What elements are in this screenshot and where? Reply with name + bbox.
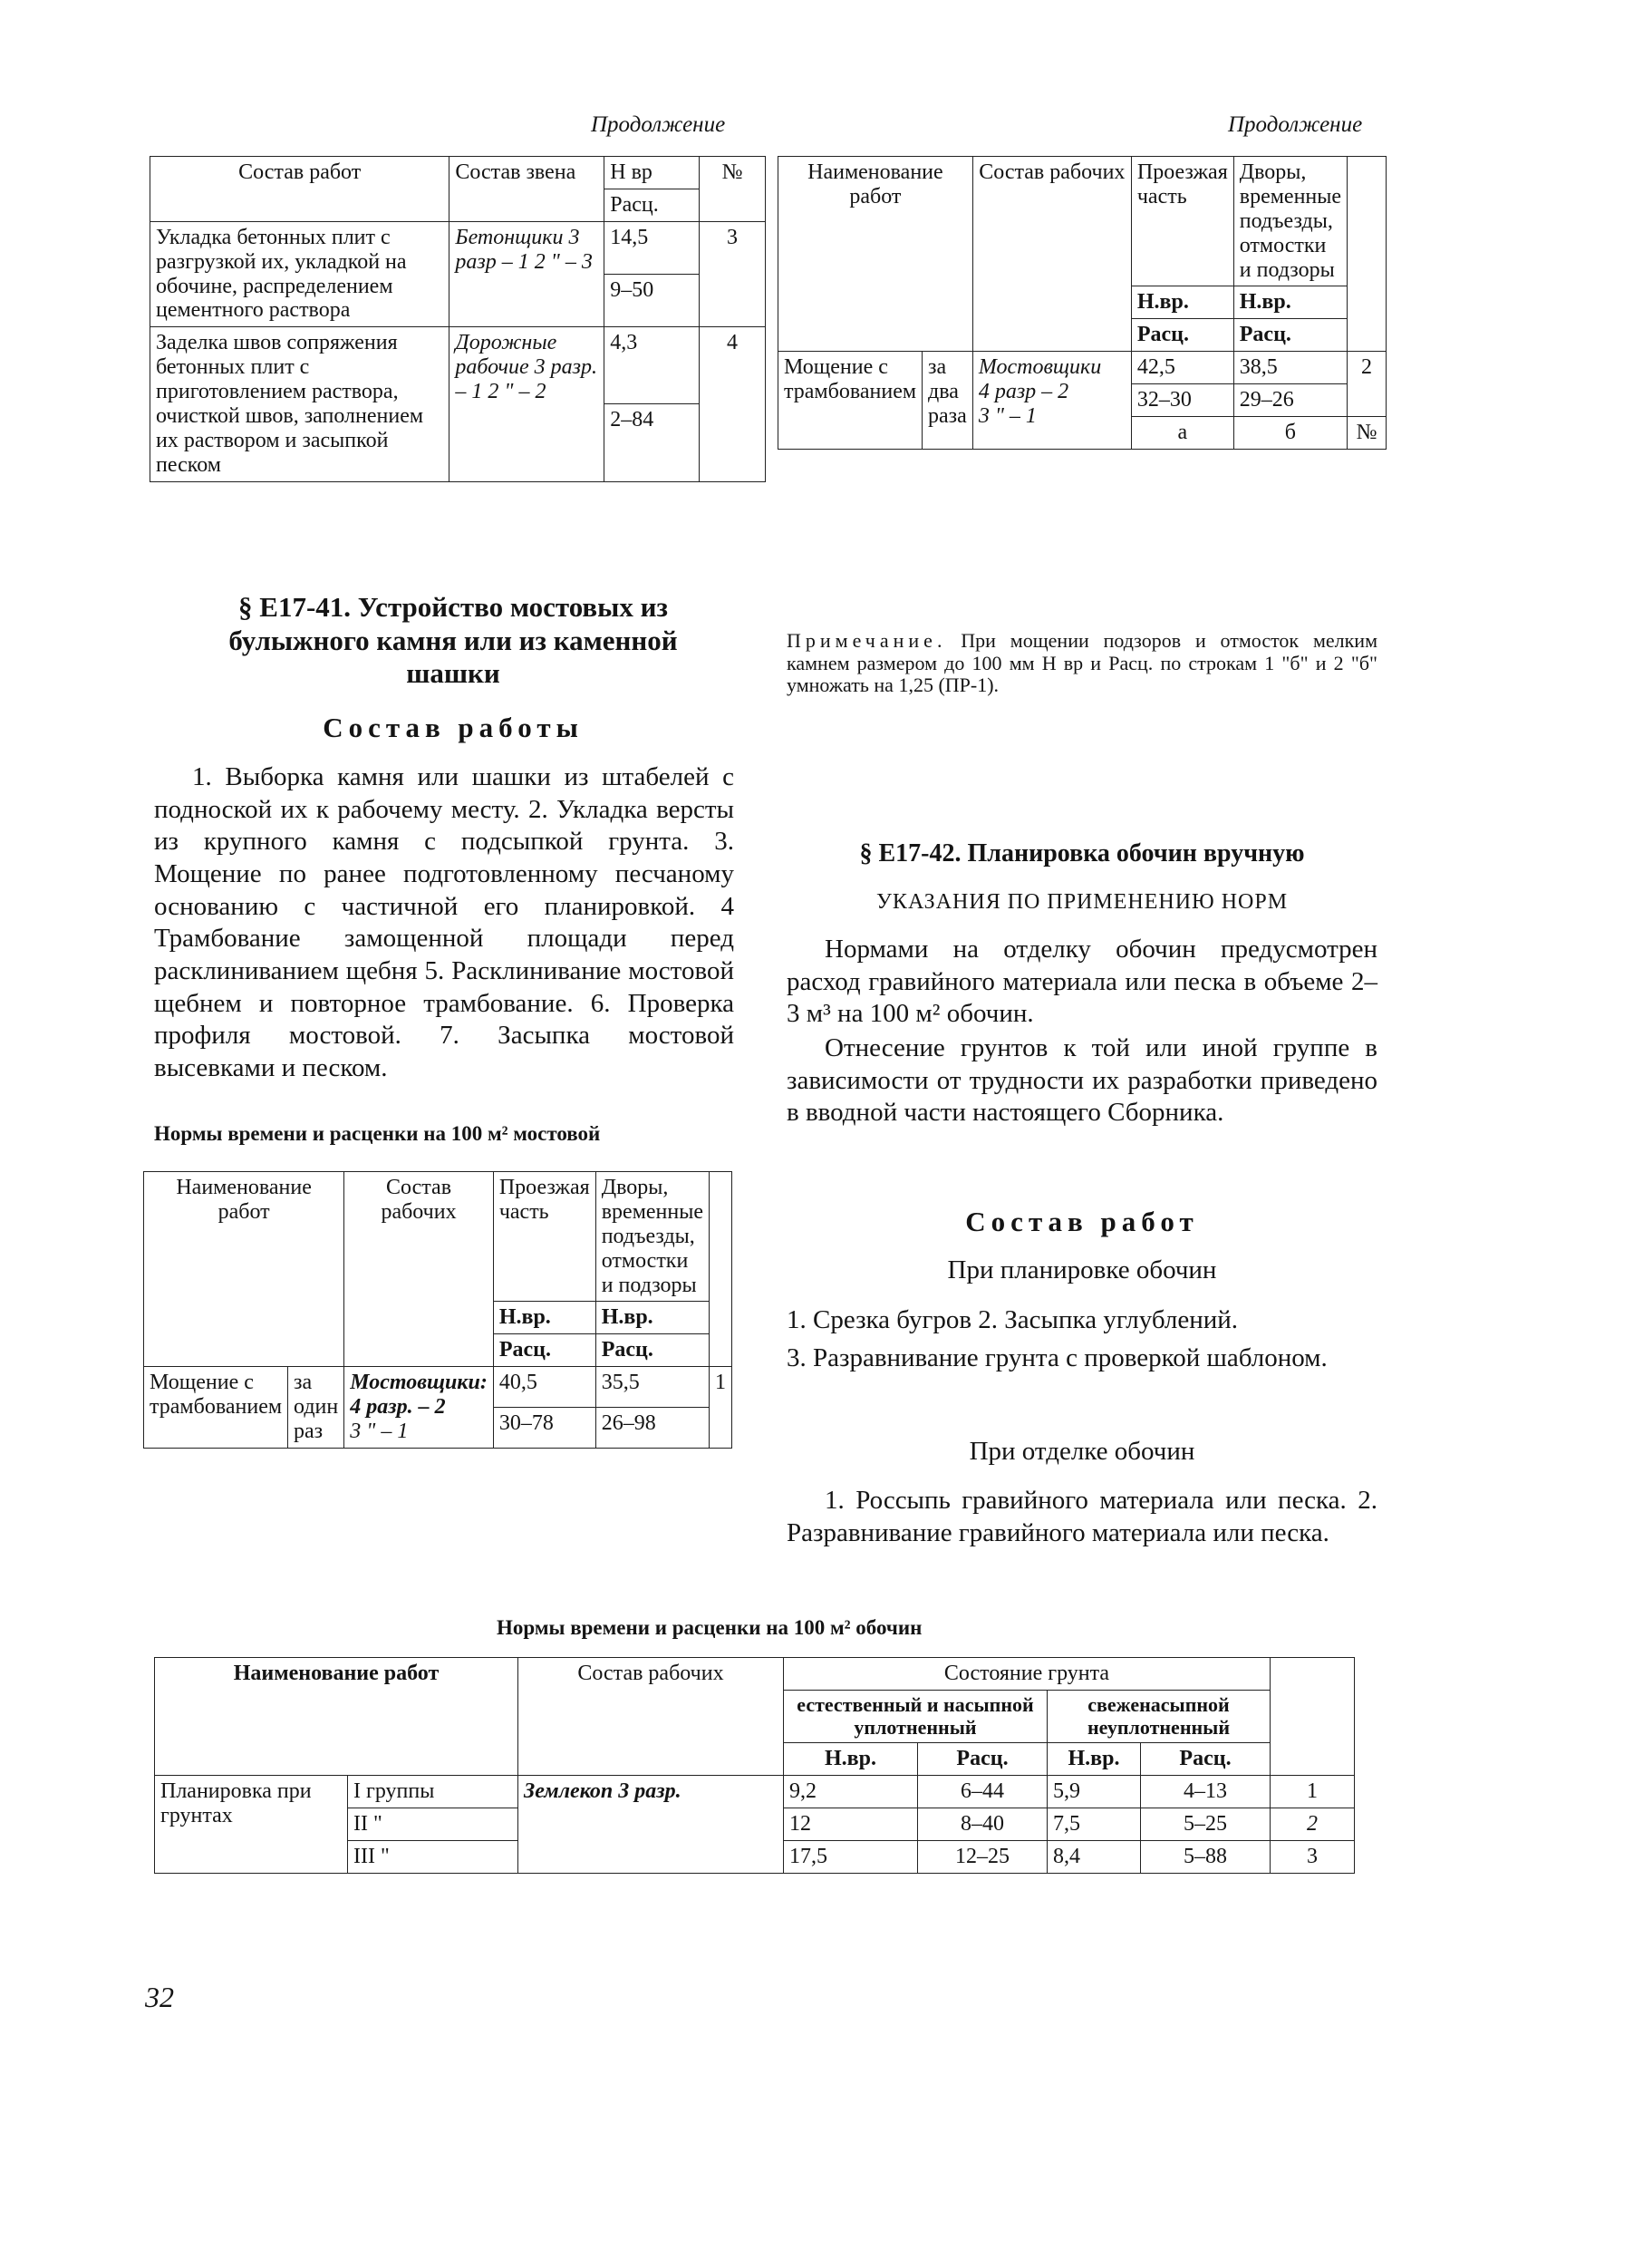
rasc-cell: 12–25 (918, 1840, 1048, 1873)
rasc-cell: 5–25 (1141, 1808, 1271, 1840)
mode-cell: за два раза (923, 352, 973, 450)
table-caption-paving: Нормы времени и расценки на 100 м² мостовой (154, 1122, 601, 1145)
table-row (155, 1776, 1355, 1808)
road-nvr-cell: 42,5 (1131, 352, 1233, 384)
composition-paragraph: 1. Выборка камня или шашки из штабелей с подноской их к рабочему месту. 2. Укладка версты из крупного камня с подсыпкой грунта. 3. Мощение по ранее подготовленному песчаному основанию с частичной его планировкой. 4 Трамбование замощенной площади перед расклиниванием щебня 5. Расклинивание мостовой щебнем и повторное трамбование. 6. Проверка профиля мостовой. 7. Засыпка мостовой высевками и песком. (154, 762, 734, 1082)
guidelines-heading: УКАЗАНИЯ ПО ПРИМЕНЕНИЮ НОРМ (875, 890, 1289, 914)
rasc-cell: 4–13 (1141, 1776, 1271, 1808)
planning-item: 3. Разравнивание грунта с проверкой шаблоном. (787, 1343, 1328, 1372)
header-road-nvr: Н.вр. (1131, 286, 1233, 319)
header-fresh: свеженасыпной неуплотненный (1048, 1690, 1271, 1742)
table-note (787, 630, 1377, 697)
nvr-cell: 12 (784, 1808, 918, 1840)
finishing-item: 1. Россыпь гравийного материала или песка. 2. Разравнивание гравийного материала или песка. (787, 1486, 1377, 1547)
nvr-cell: 5,9 (1048, 1776, 1141, 1808)
group-cell: I группы (348, 1776, 518, 1808)
yards-rasc-cell: 29–26 (1233, 384, 1347, 417)
guidelines-paragraph: Отнесение грунтов к той или иной группе в зависимости от трудности их разработки приведено в вводной части настоящего Сборника. (787, 1032, 1377, 1128)
table-row (144, 1367, 732, 1408)
continued-label-left: Продолжение (591, 112, 726, 137)
header-name: Наименование работ (778, 157, 973, 352)
nvr-cell: 14,5 (604, 221, 700, 274)
composition-text (154, 761, 734, 1087)
rasc-cell: 9–50 (604, 275, 700, 327)
table-row (150, 327, 766, 404)
nvr-cell: 8,4 (1048, 1840, 1141, 1873)
crew-line: 3 " – 1 (350, 1419, 409, 1443)
page-number: 32 (145, 1981, 174, 2013)
num-cell: 1 (1271, 1776, 1355, 1808)
finishing-text (787, 1485, 1377, 1551)
work-cell: Укладка бетонных плит с разгрузкой их, укладкой на обочине, распределением цементного раствора (150, 221, 449, 327)
header-rasc: Расц. (604, 189, 700, 221)
header-nvr: Н вр (604, 157, 700, 189)
crew-cell (344, 1367, 494, 1449)
composition-heading: Состав работы (323, 712, 584, 743)
name-cell: Мощение с трамбованием (778, 352, 923, 450)
work-cell: Заделка швов сопряжения бетонных плит с приготовлением раствора, очисткой швов, заполнением их раствором и засыпкой песком (150, 327, 449, 481)
planning-item: 1. Срезка бугров 2. Засыпка углублений. (787, 1305, 1239, 1334)
subheading-finishing: При отделке обочин (969, 1437, 1195, 1466)
header-natural: естественный и насыпной уплотненный (784, 1690, 1048, 1742)
note-text: При мощении подзоров и отмосток мелким камнем размером до 100 мм Н вр и Расц. по строкам 1 "б" и 2 "б" умножать на 1,25 (ПР-1). (787, 629, 1378, 697)
header-rasc: Расц. (1141, 1743, 1271, 1776)
yards-rasc-cell: 26–98 (595, 1407, 709, 1448)
name-cell: Мощение с трамбованием (144, 1367, 288, 1449)
header-road: Проезжая часть (493, 1172, 595, 1302)
crew-cell: Дорожные рабочие 3 разр. – 1 2 " – 2 (449, 327, 604, 481)
crew-line: 4 разр – 2 (978, 380, 1069, 403)
header-yards-rasc: Расц. (595, 1334, 709, 1367)
rasc-cell: 8–40 (918, 1808, 1048, 1840)
header-crew: Состав рабочих (344, 1172, 494, 1367)
num-cell: 4 (700, 327, 766, 481)
crew-cell: Землекоп 3 разр. (518, 1776, 784, 1874)
footer-b: б (1233, 416, 1347, 449)
paving-norms-table-twice (778, 156, 1387, 450)
header-work: Состав работ (150, 157, 449, 222)
footer-num: № (1348, 416, 1387, 449)
guidelines-text (787, 934, 1377, 1131)
crew-line: 3 " – 1 (978, 403, 1037, 428)
header-road: Проезжая часть (1131, 157, 1233, 286)
nvr-cell: 4,3 (604, 327, 700, 404)
rasc-cell: 6–44 (918, 1776, 1048, 1808)
num-cell: 3 (1271, 1840, 1355, 1873)
header-rasc: Расц. (918, 1743, 1048, 1776)
header-nvr: Н.вр. (784, 1743, 918, 1776)
footer-a: а (1131, 416, 1233, 449)
header-road-nvr: Н.вр. (493, 1302, 595, 1334)
header-yards: Дворы, временные подъезды, отмостки и подзоры (1233, 157, 1347, 286)
crew-cell: Бетонщики 3 разр – 1 2 " – 3 (449, 221, 604, 327)
road-nvr-cell: 40,5 (493, 1367, 595, 1408)
header-road-rasc: Расц. (1131, 319, 1233, 352)
table-caption-shoulders: Нормы времени и расценки на 100 м² обочин (497, 1616, 923, 1639)
header-yards-rasc: Расц. (1233, 319, 1347, 352)
header-blank (709, 1172, 731, 1367)
header-crew: Состав звена (449, 157, 604, 222)
num-cell: 2 (1348, 352, 1387, 417)
header-name: Наименование работ (144, 1172, 344, 1367)
crew-line: 4 разр. – 2 (350, 1395, 446, 1419)
nvr-cell: 17,5 (784, 1840, 918, 1873)
table-row (778, 352, 1387, 384)
header-blank (1271, 1658, 1355, 1776)
mode-cell: за один раз (288, 1367, 344, 1449)
work-composition-table (150, 156, 766, 482)
rasc-cell: 2–84 (604, 404, 700, 481)
nvr-cell: 9,2 (784, 1776, 918, 1808)
crew-cell (972, 352, 1131, 450)
header-yards-nvr: Н.вр. (1233, 286, 1347, 319)
num-cell: 3 (700, 221, 766, 327)
composition-heading: Состав работ (965, 1206, 1199, 1237)
header-name: Наименование работ (155, 1658, 518, 1776)
road-rasc-cell: 30–78 (493, 1407, 595, 1448)
header-yards-nvr: Н.вр. (595, 1302, 709, 1334)
subheading-planning: При планировке обочин (947, 1255, 1217, 1284)
continued-label-right: Продолжение (1228, 112, 1363, 137)
name-cell: Планировка при грунтах (155, 1776, 348, 1874)
road-rasc-cell: 32–30 (1131, 384, 1233, 417)
shoulder-planning-table (154, 1657, 1355, 1874)
header-state: Состояние грунта (784, 1658, 1271, 1691)
paving-norms-table-once (143, 1171, 732, 1449)
header-nvr: Н.вр. (1048, 1743, 1141, 1776)
table-row (150, 221, 766, 274)
header-yards: Дворы, временные подъезды, отмостки и подзоры (595, 1172, 709, 1302)
num-cell: 2 (1271, 1808, 1355, 1840)
header-blank (1348, 157, 1387, 352)
header-crew: Состав рабочих (972, 157, 1131, 352)
num-cell: 1 (709, 1367, 731, 1449)
rasc-cell: 5–88 (1141, 1840, 1271, 1873)
yards-nvr-cell: 38,5 (1233, 352, 1347, 384)
note-lead: Примечание. (787, 629, 947, 652)
section-title-e17-41: § Е17-41. Устройство мостовых из булыжного камня или из каменной шашки (228, 591, 678, 690)
group-cell: II " (348, 1808, 518, 1840)
header-crew: Состав рабочих (518, 1658, 784, 1776)
header-num: № (700, 157, 766, 222)
section-title-e17-42: § Е17-42. Планировка обочин вручную (859, 839, 1305, 867)
guidelines-paragraph: Нормами на отделку обочин предусмотрен расход гравийного материала или песка в объеме 2–3 м³ на 100 м² обочин. (787, 935, 1377, 1029)
group-cell: III " (348, 1840, 518, 1873)
nvr-cell: 7,5 (1048, 1808, 1141, 1840)
crew-title: Мостовщики: (350, 1371, 488, 1395)
header-road-rasc: Расц. (493, 1334, 595, 1367)
yards-nvr-cell: 35,5 (595, 1367, 709, 1408)
crew-title: Мостовщики (978, 355, 1102, 380)
